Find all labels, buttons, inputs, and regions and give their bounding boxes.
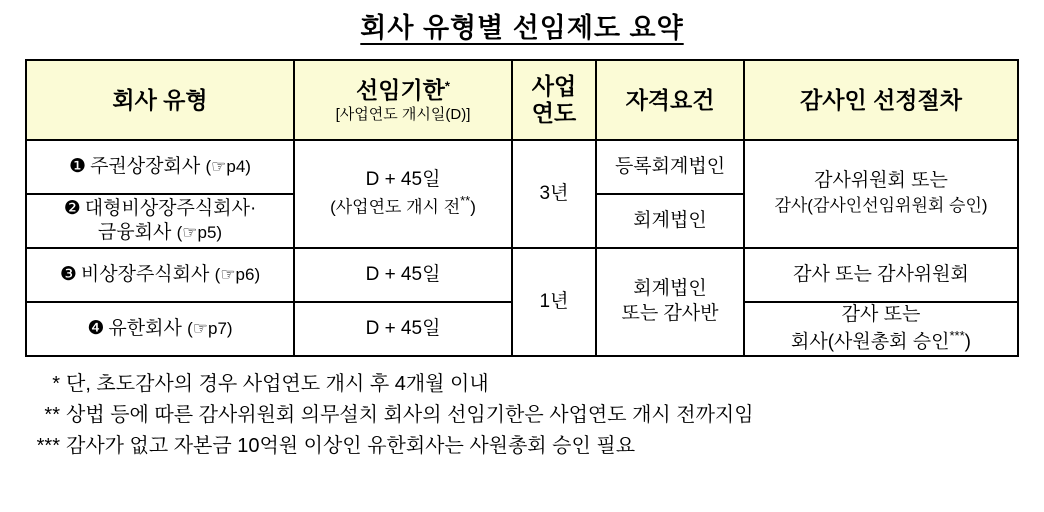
deadline-line2-close: ) (470, 197, 476, 217)
column-header-company-type (26, 60, 294, 140)
page-reference-3: (☞p6) (214, 265, 261, 285)
company-type-label-3: 비상장주식회사 (80, 264, 210, 286)
column-header-procedure-label: 감사인 선정절차 (800, 86, 962, 113)
table-row (26, 248, 1018, 302)
table-row (26, 140, 1018, 194)
cell-deadline-3: D + 45일 (294, 248, 512, 302)
company-type-label-2-line1: 대형비상장주식회사· (84, 198, 257, 220)
footnote-3-marker: *** (36, 435, 60, 457)
cell-deadline-group-12 (294, 140, 512, 248)
cell-procedure-12 (744, 140, 1018, 248)
deadline-line1: D + 45일 (365, 169, 441, 191)
row-number-2: ❷ (63, 198, 81, 220)
cell-fiscal-year-34: 1년 (512, 248, 596, 356)
cell-qualification-2: 회계법인 (596, 194, 744, 248)
cell-procedure-3: 감사 또는 감사위원회 (744, 248, 1018, 302)
column-header-procedure (744, 60, 1018, 140)
qualification-34-line1: 회계법인 (633, 278, 707, 300)
page-title: 회사 유형별 선임제도 요약 (360, 13, 684, 43)
table-body (26, 140, 1018, 356)
cell-deadline-4: D + 45일 (294, 302, 512, 356)
qualification-34-line2: 또는 감사반 (621, 303, 719, 324)
footnote-1 (26, 369, 1018, 400)
cell-company-type-2 (26, 194, 294, 248)
cell-company-type-1 (26, 140, 294, 194)
column-header-company-type-label: 회사 유형 (112, 86, 208, 113)
row-number-1: ❶ (69, 156, 87, 178)
summary-table (25, 59, 1019, 357)
procedure-4-superscript: *** (949, 327, 965, 343)
column-header-fiscal-year-label-line2: 연도 (531, 100, 577, 126)
procedure-12-line1: 감사위원회 또는 (814, 170, 948, 192)
procedure-4-line2: 회사(사원총회 승인 (791, 331, 950, 353)
deadline-superscript: ** (460, 192, 471, 208)
column-header-deadline (294, 60, 512, 140)
company-type-label-4: 유한회사 (108, 318, 182, 340)
column-header-fiscal-year-label-line1: 사업 (531, 73, 577, 99)
cell-company-type-3 (26, 248, 294, 302)
footnote-2-text: 상법 등에 따른 감사위원회 의무설치 회사의 선임기한은 사업연도 개시 전까지임 (66, 404, 754, 426)
procedure-4-line1: 감사 또는 (841, 304, 921, 326)
column-header-deadline-sublabel: [사업연도 개시일(D)] (335, 105, 471, 123)
page-reference-1: (☞p4) (205, 157, 251, 177)
footnote-1-text: 단, 초도감사의 경우 사업연도 개시 후 4개월 이내 (66, 373, 489, 395)
column-header-fiscal-year (512, 60, 596, 140)
footnote-2-marker: ** (44, 404, 60, 426)
footnote-1-marker: * (52, 373, 60, 395)
procedure-12-line2: 감사(감사인선임위원회 승인) (774, 196, 988, 215)
footnote-3 (26, 431, 1018, 462)
column-header-qualification (596, 60, 744, 140)
company-type-label-1: 주권상장회사 (90, 156, 201, 178)
cell-procedure-4 (744, 302, 1018, 356)
cell-fiscal-year-12: 3년 (512, 140, 596, 248)
footnote-3-text: 감사가 없고 자본금 10억원 이상인 유한회사는 사원총회 승인 필요 (66, 435, 636, 457)
deadline-line2: (사업연도 개시 전 (330, 197, 461, 217)
page-reference-4: (☞p7) (187, 319, 233, 339)
column-header-qualification-label: 자격요건 (625, 86, 715, 113)
cell-company-type-4 (26, 302, 294, 356)
row-number-3: ❸ (59, 264, 77, 286)
procedure-4-line2-close: ) (964, 331, 971, 353)
table-header-row (26, 60, 1018, 140)
column-header-deadline-label: 선임기한 (356, 76, 445, 103)
row-number-4: ❹ (87, 318, 105, 340)
page-reference-2: (☞p5) (176, 223, 223, 242)
cell-qualification-1: 등록회계법인 (596, 140, 744, 194)
footnote-2 (26, 400, 1018, 431)
table-header (26, 60, 1018, 140)
column-header-deadline-superscript: * (444, 78, 450, 94)
cell-qualification-34 (596, 248, 744, 356)
footnotes (26, 369, 1018, 462)
company-type-label-2-line2: 금융회사 (97, 222, 172, 243)
